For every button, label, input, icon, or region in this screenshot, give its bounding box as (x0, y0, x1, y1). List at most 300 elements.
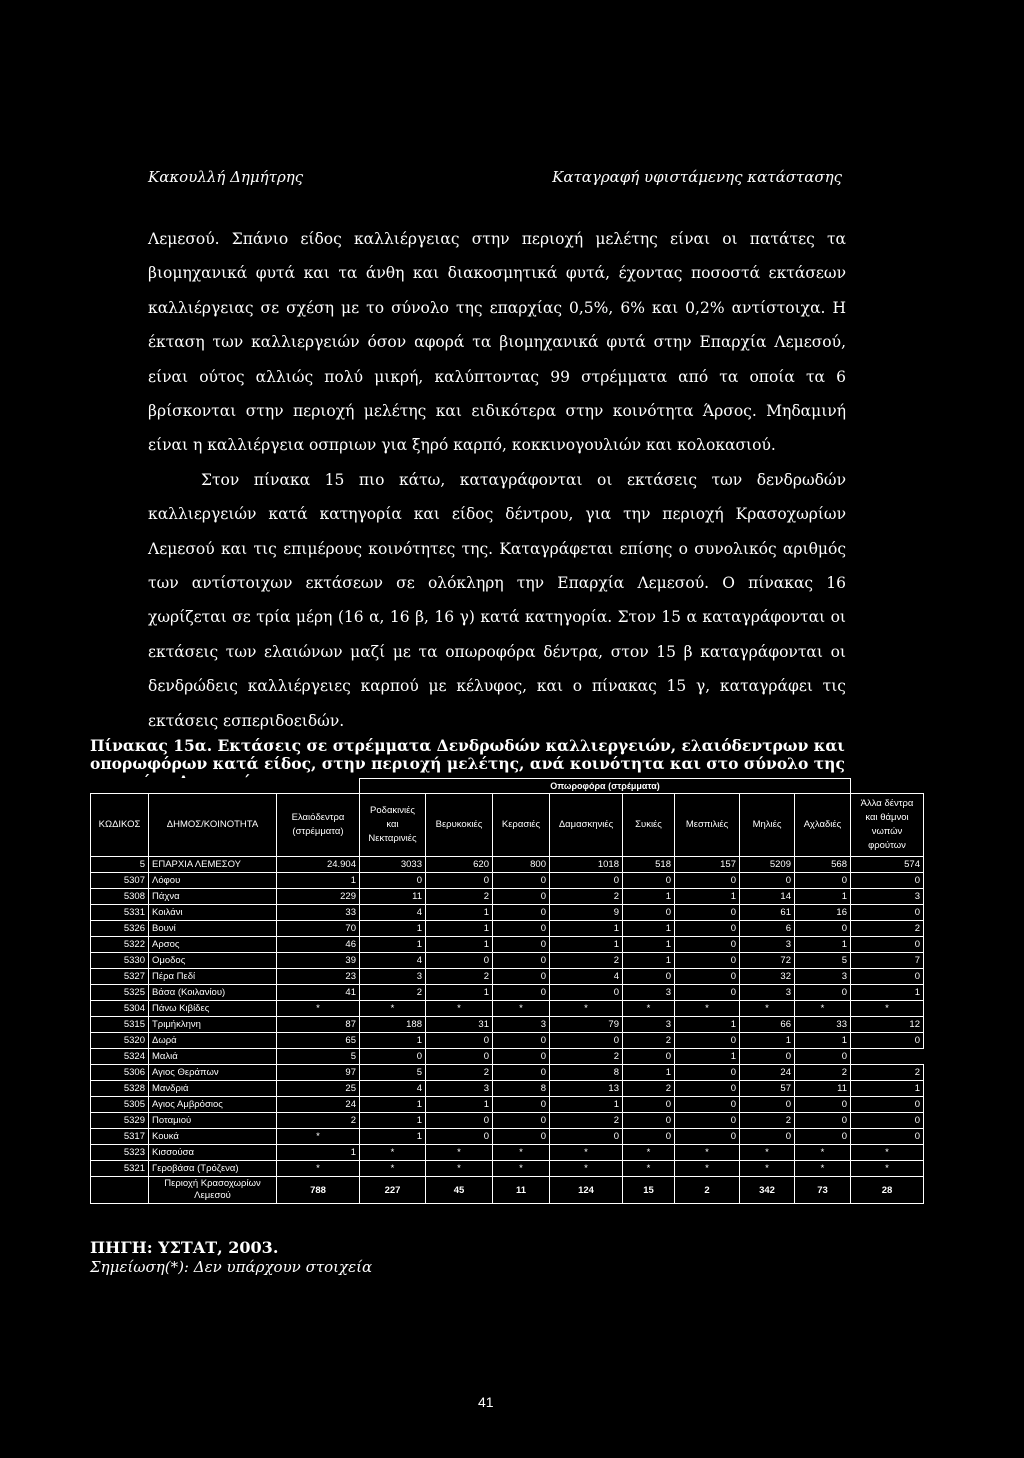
code-cell: 5320 (91, 1033, 149, 1049)
value-cell: 1 (795, 1033, 851, 1049)
value-cell: 568 (795, 857, 851, 873)
value-cell: 0 (675, 1097, 740, 1113)
value-cell: 1 (360, 921, 426, 937)
column-header: Βερυκοκιές (426, 794, 493, 857)
value-cell: 41 (277, 985, 360, 1001)
value-cell: 1 (623, 953, 675, 969)
value-cell: 0 (426, 1129, 493, 1145)
value-cell: 0 (623, 1097, 675, 1113)
value-cell: 0 (795, 1129, 851, 1145)
value-cell: 2 (740, 1113, 795, 1129)
value-cell: 0 (493, 905, 550, 921)
community-cell: Κισσούσα (149, 1145, 277, 1161)
value-cell: 0 (426, 1049, 493, 1065)
community-cell: Πάνω Κιβίδες (149, 1001, 277, 1017)
table-row (91, 873, 924, 889)
table-row (91, 1097, 924, 1113)
total-label: Περιοχή Κρασοχωρίων Λεμεσού (149, 1177, 277, 1204)
value-cell: 0 (493, 1113, 550, 1129)
value-cell: 8 (550, 1065, 623, 1081)
value-cell: 1 (675, 889, 740, 905)
value-cell: 0 (493, 1065, 550, 1081)
community-cell: Κοιλάνι (149, 905, 277, 921)
total-value: 15 (623, 1177, 675, 1204)
value-cell: 0 (795, 985, 851, 1001)
value-cell: 2 (623, 1081, 675, 1097)
value-cell: 16 (795, 905, 851, 921)
total-value: 788 (277, 1177, 360, 1204)
value-cell: 2 (426, 969, 493, 985)
code-cell: 5317 (91, 1129, 149, 1145)
source-line: ΠΗΓΗ: ΥΣΤΑΤ, 2003. (90, 1238, 279, 1257)
value-cell: * (550, 1001, 623, 1017)
header-author: Κακουλλή Δημήτρης (148, 168, 304, 186)
value-cell: * (550, 1145, 623, 1161)
value-cell: 0 (851, 905, 924, 921)
value-cell: 0 (675, 1113, 740, 1129)
value-cell: 24 (277, 1097, 360, 1113)
value-cell: 14 (740, 889, 795, 905)
value-cell: 0 (740, 1097, 795, 1113)
value-cell: 0 (426, 1033, 493, 1049)
community-cell: Λόφου (149, 873, 277, 889)
code-cell: 5322 (91, 937, 149, 953)
data-table (90, 778, 924, 1204)
value-cell: 5209 (740, 857, 795, 873)
community-cell: Πέρα Πεδί (149, 969, 277, 985)
value-cell: 1 (426, 905, 493, 921)
value-cell: 0 (851, 1097, 924, 1113)
value-cell: * (493, 1161, 550, 1177)
total-value: 2 (675, 1177, 740, 1204)
value-cell: 0 (851, 1113, 924, 1129)
column-header: Συκιές (623, 794, 675, 857)
code-cell: 5327 (91, 969, 149, 985)
code-cell: 5304 (91, 1001, 149, 1017)
value-cell: 4 (360, 905, 426, 921)
value-cell: 2 (426, 889, 493, 905)
value-cell: * (493, 1145, 550, 1161)
value-cell: 2 (851, 921, 924, 937)
value-cell: 800 (493, 857, 550, 873)
code-cell: 5315 (91, 1017, 149, 1033)
value-cell: 5 (360, 1065, 426, 1081)
value-cell: 0 (675, 1081, 740, 1097)
value-cell: 0 (493, 1049, 550, 1065)
value-cell: * (740, 1001, 795, 1017)
table-row (91, 1145, 924, 1161)
value-cell: 7 (851, 953, 924, 969)
value-cell: 1 (360, 937, 426, 953)
value-cell: 25 (277, 1081, 360, 1097)
code-cell: 5328 (91, 1081, 149, 1097)
value-cell: 65 (277, 1033, 360, 1049)
value-cell: 1 (550, 921, 623, 937)
value-cell: 1 (795, 889, 851, 905)
value-cell: 0 (675, 1065, 740, 1081)
group-header: Οπωροφόρα (στρέμματα) (360, 779, 851, 794)
value-cell: 0 (426, 953, 493, 969)
community-cell: Ομοδος (149, 953, 277, 969)
value-cell: 24 (740, 1065, 795, 1081)
code-cell: 5326 (91, 921, 149, 937)
column-header: Ροδακινιές και Νεκταρινιές (360, 794, 426, 857)
value-cell: 12 (851, 1017, 924, 1033)
table-row (91, 1017, 924, 1033)
value-cell: 8 (493, 1081, 550, 1097)
value-cell: 0 (675, 969, 740, 985)
total-value: 124 (550, 1177, 623, 1204)
value-cell: 0 (623, 969, 675, 985)
value-cell: 9 (550, 905, 623, 921)
value-cell: * (277, 1161, 360, 1177)
value-cell: 1 (426, 1097, 493, 1113)
value-cell: 1 (740, 1033, 795, 1049)
value-cell: * (550, 1161, 623, 1177)
value-cell: 4 (550, 969, 623, 985)
column-header: ΔΗΜΟΣ/ΚΟΙΝΟΤΗΤΑ (149, 794, 277, 857)
value-cell: * (795, 1001, 851, 1017)
value-cell: 0 (675, 985, 740, 1001)
total-value: 73 (795, 1177, 851, 1204)
value-cell: 1 (851, 1081, 924, 1097)
code-cell: 5307 (91, 873, 149, 889)
value-cell: 0 (493, 969, 550, 985)
total-value: 45 (426, 1177, 493, 1204)
value-cell: 1 (623, 889, 675, 905)
value-cell: 1 (675, 1049, 740, 1065)
table-row (91, 1065, 924, 1081)
code-cell: 5325 (91, 985, 149, 1001)
value-cell: 66 (740, 1017, 795, 1033)
value-cell: * (851, 1145, 924, 1161)
table-row (91, 857, 924, 873)
value-cell: 0 (795, 873, 851, 889)
table-row (91, 1049, 924, 1065)
value-cell: 2 (623, 1033, 675, 1049)
value-cell: 2 (550, 889, 623, 905)
table-container (90, 778, 924, 1204)
value-cell: 0 (675, 953, 740, 969)
value-cell: 0 (623, 1049, 675, 1065)
value-cell: 61 (740, 905, 795, 921)
value-cell: 620 (426, 857, 493, 873)
value-cell: 6 (740, 921, 795, 937)
value-cell: 0 (675, 937, 740, 953)
value-cell: * (623, 1161, 675, 1177)
table-row (91, 985, 924, 1001)
community-cell: Βάσα (Κοιλανίου) (149, 985, 277, 1001)
value-cell: 0 (740, 1049, 795, 1065)
value-cell: 1 (277, 1145, 360, 1161)
value-cell: 31 (426, 1017, 493, 1033)
value-cell: 87 (277, 1017, 360, 1033)
value-cell: 0 (493, 937, 550, 953)
value-cell: 0 (675, 905, 740, 921)
code-cell: 5324 (91, 1049, 149, 1065)
value-cell: 3 (426, 1081, 493, 1097)
value-cell: 0 (851, 1033, 924, 1049)
value-cell: 39 (277, 953, 360, 969)
value-cell: 3 (493, 1017, 550, 1033)
value-cell: * (426, 1145, 493, 1161)
value-cell: 0 (550, 985, 623, 1001)
column-header: Δαμασκηνιές (550, 794, 623, 857)
community-cell: Μαλιά (149, 1049, 277, 1065)
value-cell: * (675, 1145, 740, 1161)
body-text (148, 222, 846, 738)
code-cell: 5308 (91, 889, 149, 905)
value-cell: 1 (360, 1113, 426, 1129)
community-cell: Ποταμιού (149, 1113, 277, 1129)
value-cell: 2 (795, 1065, 851, 1081)
value-cell: 33 (795, 1017, 851, 1033)
table-row (91, 921, 924, 937)
code-cell: 5305 (91, 1097, 149, 1113)
value-cell: 3 (740, 985, 795, 1001)
value-cell: 46 (277, 937, 360, 953)
value-cell: 24.904 (277, 857, 360, 873)
value-cell: 2 (277, 1113, 360, 1129)
value-cell: 188 (360, 1017, 426, 1033)
table-row (91, 937, 924, 953)
table-row (91, 1033, 924, 1049)
community-cell: Τριμήκληνη (149, 1017, 277, 1033)
value-cell: 1 (426, 921, 493, 937)
column-header: Αχλαδιές (795, 794, 851, 857)
value-cell: 0 (675, 1129, 740, 1145)
header-row (91, 794, 924, 857)
value-cell: 33 (277, 905, 360, 921)
table-row (91, 1001, 924, 1017)
table-blank-header (851, 779, 924, 794)
value-cell: * (623, 1145, 675, 1161)
value-cell: 0 (623, 873, 675, 889)
value-cell: 0 (851, 969, 924, 985)
community-cell: Αρσος (149, 937, 277, 953)
community-cell: Δωρά (149, 1033, 277, 1049)
value-cell: 1 (360, 1097, 426, 1113)
value-cell: 0 (851, 1129, 924, 1145)
value-cell: 0 (623, 1129, 675, 1145)
column-header: ΚΩΔΙΚΟΣ (91, 794, 149, 857)
code-cell: 5329 (91, 1113, 149, 1129)
page-number: 41 (478, 1394, 494, 1410)
value-cell: 0 (493, 921, 550, 937)
total-row (91, 1177, 924, 1204)
community-cell: ΕΠΑΡΧΙΑ ΛΕΜΕΣΟΥ (149, 857, 277, 873)
value-cell: 1018 (550, 857, 623, 873)
value-cell: 0 (493, 1129, 550, 1145)
value-cell: * (426, 1161, 493, 1177)
value-cell: * (426, 1001, 493, 1017)
value-cell: 0 (675, 1033, 740, 1049)
code-cell: 5330 (91, 953, 149, 969)
total-value: 11 (493, 1177, 550, 1204)
value-cell: * (277, 1129, 360, 1145)
value-cell: 11 (795, 1081, 851, 1097)
value-cell: 3 (740, 937, 795, 953)
code-cell: 5321 (91, 1161, 149, 1177)
table-row (91, 905, 924, 921)
value-cell: 0 (623, 905, 675, 921)
value-cell: 0 (550, 1129, 623, 1145)
value-cell: 3 (623, 985, 675, 1001)
value-cell: 1 (851, 985, 924, 1001)
value-cell: 1 (623, 1065, 675, 1081)
value-cell: 1 (550, 1097, 623, 1113)
column-header: Μεσπιλιές (675, 794, 740, 857)
value-cell: 3 (623, 1017, 675, 1033)
value-cell: * (675, 1161, 740, 1177)
value-cell: 0 (360, 1049, 426, 1065)
note-line: Σημείωση(*): Δεν υπάρχουν στοιχεία (90, 1258, 373, 1276)
value-cell: * (851, 1161, 924, 1177)
value-cell: 2 (851, 1065, 924, 1081)
value-cell: 0 (493, 889, 550, 905)
value-cell: 2 (360, 985, 426, 1001)
value-cell: 5 (277, 1049, 360, 1065)
community-cell: Πάχνα (149, 889, 277, 905)
value-cell: 0 (795, 1049, 851, 1065)
community-cell: Γεροβάσα (Τρόζενα) (149, 1161, 277, 1177)
table-row (91, 1113, 924, 1129)
community-cell: Αγιος Αμβρόσιος (149, 1097, 277, 1113)
value-cell: 0 (493, 953, 550, 969)
value-cell: 3033 (360, 857, 426, 873)
table-row (91, 1161, 924, 1177)
value-cell: 57 (740, 1081, 795, 1097)
code-cell: 5331 (91, 905, 149, 921)
column-header: Άλλα δέντρα και θάμνοι νωπών φρούτων (851, 794, 924, 857)
community-cell: Μανδριά (149, 1081, 277, 1097)
value-cell: 0 (675, 921, 740, 937)
value-cell: * (360, 1001, 426, 1017)
value-cell: 70 (277, 921, 360, 937)
value-cell: 574 (851, 857, 924, 873)
value-cell: 157 (675, 857, 740, 873)
table-row (91, 889, 924, 905)
value-cell: 1 (360, 1129, 426, 1145)
value-cell: * (493, 1001, 550, 1017)
value-cell: 1 (277, 873, 360, 889)
value-cell: 13 (550, 1081, 623, 1097)
value-cell: 2 (550, 1049, 623, 1065)
value-cell: * (277, 1001, 360, 1017)
value-cell: 4 (360, 953, 426, 969)
paragraph-2: Στον πίνακα 15 πιο κάτω, καταγράφονται οι εκτάσεις των δενδρωδών καλλιεργειών κατά κατηγορία και είδος δέντρου, για την περιοχή Κρασοχωρίων Λεμεσού και τις επιμέρους κοινότητες της. Καταγράφεται επίσης ο συνολικός αριθμός των αντίστοιχων εκτάσεων σε ολόκληρη την Επαρχία Λεμεσού. Ο πίνακας 16 χωρίζεται σε τρία μέρη (16 α, 16 β, 16 γ) κατά κατηγορία. Στον 15 α καταγράφονται οι εκτάσεις των ελαιώνων μαζί με τα οπωροφόρα δέντρα, στον 15 β καταγράφονται οι δενδρώδεις καλλιέργειες καρπού με κέλυφος, και ο πίνακας 15 γ, καταγράφει τις εκτάσεις εσπεριδοειδών. (148, 470, 846, 730)
code-cell: 5306 (91, 1065, 149, 1081)
column-header: Κερασιές (493, 794, 550, 857)
column-header: Μηλιές (740, 794, 795, 857)
value-cell: 1 (623, 937, 675, 953)
value-cell: 2 (426, 1065, 493, 1081)
value-cell: 72 (740, 953, 795, 969)
column-header: Ελαιόδεντρα (στρέμματα) (277, 794, 360, 857)
community-cell: Βουνί (149, 921, 277, 937)
table-row (91, 1129, 924, 1145)
table-row (91, 953, 924, 969)
value-cell: * (851, 1001, 924, 1017)
value-cell: 0 (550, 1033, 623, 1049)
value-cell: 23 (277, 969, 360, 985)
value-cell: * (675, 1001, 740, 1017)
value-cell: 11 (360, 889, 426, 905)
value-cell: * (623, 1001, 675, 1017)
value-cell: 0 (550, 873, 623, 889)
value-cell: * (740, 1161, 795, 1177)
value-cell: 2 (550, 1113, 623, 1129)
value-cell: 1 (550, 937, 623, 953)
value-cell: * (360, 1161, 426, 1177)
value-cell: * (795, 1161, 851, 1177)
value-cell: 0 (851, 937, 924, 953)
value-cell: 97 (277, 1065, 360, 1081)
value-cell: 0 (795, 921, 851, 937)
value-cell: 0 (623, 1113, 675, 1129)
value-cell: 2 (550, 953, 623, 969)
value-cell: 0 (740, 1129, 795, 1145)
table-row (91, 969, 924, 985)
value-cell: 1 (675, 1017, 740, 1033)
value-cell: 0 (426, 1113, 493, 1129)
value-cell: 0 (851, 873, 924, 889)
value-cell: * (740, 1145, 795, 1161)
value-cell: * (795, 1145, 851, 1161)
value-cell: 3 (795, 969, 851, 985)
code-cell: 5 (91, 857, 149, 873)
code-cell: 5323 (91, 1145, 149, 1161)
table-blank-header (91, 779, 360, 794)
value-cell: 518 (623, 857, 675, 873)
value-cell: * (360, 1145, 426, 1161)
value-cell: 1 (360, 1033, 426, 1049)
value-cell: 0 (675, 873, 740, 889)
value-cell: 3 (851, 889, 924, 905)
value-cell: 32 (740, 969, 795, 985)
value-cell: 1 (623, 921, 675, 937)
total-value: 227 (360, 1177, 426, 1204)
value-cell: 0 (493, 985, 550, 1001)
value-cell: 3 (360, 969, 426, 985)
table-row (91, 1081, 924, 1097)
value-cell: 0 (493, 1097, 550, 1113)
value-cell: 1 (795, 937, 851, 953)
table-caption: Πίνακας 15α. Εκτάσεις σε στρέμματα Δενδρωδών καλλιεργειών, ελαιόδεντρων και οπορωφόρων κατά είδος, στην περιοχή μελέτης, ανά κοινότητα και στο σύνολο της (90, 736, 845, 773)
value-cell: 0 (493, 873, 550, 889)
value-cell: 1 (426, 985, 493, 1001)
community-cell: Κουκά (149, 1129, 277, 1145)
value-cell: 0 (360, 873, 426, 889)
value-cell: 5 (795, 953, 851, 969)
value-cell: 1 (426, 937, 493, 953)
value-cell: 229 (277, 889, 360, 905)
value-cell: 4 (360, 1081, 426, 1097)
value-cell: 0 (795, 1097, 851, 1113)
value-cell: 79 (550, 1017, 623, 1033)
total-value: 342 (740, 1177, 795, 1204)
value-cell: 0 (740, 873, 795, 889)
table-body (91, 857, 924, 1204)
total-value: 28 (851, 1177, 924, 1204)
header-section: Καταγραφή υφιστάμενης κατάστασης (552, 168, 842, 186)
total-value (91, 1177, 149, 1204)
value-cell: 0 (426, 873, 493, 889)
community-cell: Αγιος Θεράπων (149, 1065, 277, 1081)
value-cell: 0 (493, 1033, 550, 1049)
value-cell: 0 (795, 1113, 851, 1129)
paragraph-1: Λεμεσού. Σπάνιο είδος καλλιέργειας στην περιοχή μελέτης είναι οι πατάτες τα βιομηχανικά φυτά και τα άνθη και διακοσμητικά φυτά, έχοντας ποσοστά εκτάσεων καλλιέργειας σε σχέση με το σύνολο της επαρχίας 0,5%, 6% και 0,2% αντίστοιχα. Η έκταση των καλλιεργειών όσον αφορά τα βιομηχανικά φυτά στην Επαρχία Λεμεσού, είναι ούτος αλλιώς πολύ μικρή, καλύπτοντας 99 στρέμματα από τα οποία τα 6 βρίσκονται στην περιοχή μελέτης και ειδικότερα στην κοινότητα Άρσος. Μηδαμινή είναι η καλλιέργεια οσπριων για ξηρό καρπό, κοκκινογουλιών και κολοκασιού. (148, 230, 846, 455)
